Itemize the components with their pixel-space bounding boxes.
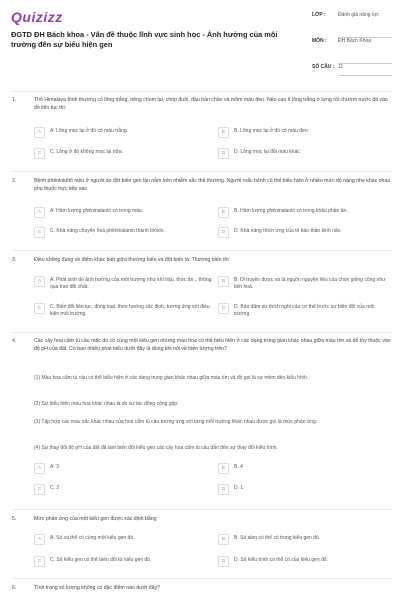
worksheet-meta <box>312 12 392 76</box>
question-number: 6. <box>12 585 17 591</box>
question-text: Bệnh phêninkêtô niệu ở người do đột biến gen lặn nằm trên nhiễm sắc thể thường. Người mắc bệnh có thể biểu hiện ở nhiều mức độ nặng nhẹ khác nhau phụ thuộc trực tiếp vào <box>34 178 391 192</box>
option-text: B. Số alen có thể có trong kiểu gen đó. <box>234 535 321 541</box>
option-text: A. 3 <box>50 464 59 470</box>
option-letter: D <box>218 303 229 314</box>
divider <box>12 250 392 251</box>
meta-count-value: 11 <box>338 64 392 76</box>
question-number: 1. <box>12 97 17 103</box>
option-c[interactable] <box>34 148 212 162</box>
divider <box>12 171 392 172</box>
option-a[interactable] <box>34 463 212 477</box>
question-number: 4. <box>12 338 17 344</box>
option-d[interactable] <box>218 484 392 498</box>
option-c[interactable] <box>34 227 212 241</box>
meta-count-label: SỐ CÂU : <box>312 64 335 70</box>
option-a[interactable] <box>34 534 212 548</box>
option-b[interactable] <box>218 276 392 296</box>
question-text: Các cây hoa cẩm tú cầu mặc dù có cùng một kiểu gen nhưng màu hoa có thể biểu hiện ở các dạng trung gian khác nhau giữa màu tím và đỏ tùy thuộc vào độ pH của đất. Có bao nhiêu phát biểu dưới đây là đúng khi nói về hiện tượng trên? <box>34 338 391 352</box>
meta-subject-label: MÔN : <box>312 38 327 44</box>
statement-2: (2) Sự biểu hiện màu hoa khác nhau là do sự tác động cộng gộp. <box>34 401 179 407</box>
option-text: A. Lông mọc lại ở đó có màu trắng. <box>50 128 129 134</box>
option-text: B. 4 <box>234 464 243 470</box>
option-letter: D <box>218 556 229 567</box>
divider <box>12 578 392 579</box>
option-letter: C <box>34 227 45 238</box>
meta-class-label: LỚP : <box>312 12 326 18</box>
option-text: B. Hàm lượng phêninalanin có trong khẩu phần ăn. <box>234 208 348 214</box>
option-b[interactable] <box>218 127 392 141</box>
option-b[interactable] <box>218 463 392 477</box>
option-text: C. 2 <box>50 485 60 491</box>
option-text: D. 1 <box>234 485 244 491</box>
meta-class-row <box>312 12 392 38</box>
option-text: D. Số kiểu hình có thể có của kiểu gen đó. <box>234 557 328 563</box>
option-letter: B <box>218 463 229 474</box>
option-letter: A <box>34 463 45 474</box>
option-letter: A <box>34 207 45 218</box>
option-letter: B <box>218 127 229 138</box>
option-text: B. Di truyền được và là nguồn nguyên liệu của chọn giống cũng như tiến hoá. <box>234 277 386 290</box>
question-text: Điều không đúng về điểm khác biệt giữa thường biến và đột biến là: Thường biến thì <box>34 257 229 263</box>
meta-count-row <box>312 64 392 76</box>
meta-class-value: Đánh giá năng lực <box>338 12 392 38</box>
option-d[interactable] <box>218 148 392 162</box>
option-text: D. Bảo đảm sự thích nghi của cơ thể trước sự biến đổi của môi trường. <box>234 304 375 317</box>
option-letter: A <box>34 534 45 545</box>
option-text: C. Lông ở đó không mọc lại nữa. <box>50 149 124 155</box>
option-text: D. Lông mọc lại đổi màu khác. <box>234 149 302 155</box>
option-text: C. Khả năng chuyển hoá phêninalanin thành tirôxin. <box>50 228 165 234</box>
question-text: Thỏ Himalaya bình thường có lông trắng, riêng chóm tai, chóp đuôi, đầu bàn chân và mõm màu đen. Nếu cạo ít lông trắng ở lưng rồi chườm nước đá vào đó liên tục thì: <box>34 97 388 111</box>
worksheet-header <box>0 0 400 88</box>
option-a[interactable] <box>34 127 212 141</box>
option-text: A. Phát sinh do ảnh hưởng của môi trường như khí hậu, thức ăn... thông qua trao đổi chất. <box>50 277 212 290</box>
option-a[interactable] <box>34 276 212 296</box>
option-letter: D <box>218 484 229 495</box>
option-d[interactable] <box>218 303 392 323</box>
meta-subject-value: ĐH Bách Khoa <box>338 38 392 64</box>
question-number: 2. <box>12 178 17 184</box>
option-letter: C <box>34 484 45 495</box>
option-letter: C <box>34 148 45 159</box>
option-text: B. Lông mọc lại ở đó có màu đen. <box>234 128 309 134</box>
question-text: Tính trạng số lượng không có đặc điểm nào dưới đây? <box>34 585 160 591</box>
option-a[interactable] <box>34 207 212 221</box>
option-letter: D <box>218 227 229 238</box>
statement-1: (1) Màu hoa cẩm tú cầu có thể biểu hiện ở các dạng trung gian khác nhau giữa màu tím và đỏ gọi là sự mềm dẻo kiểu hình. <box>34 375 309 381</box>
option-letter: D <box>218 148 229 159</box>
question-text: Mức phản ứng của một kiểu gen được xác định bằng <box>34 516 157 522</box>
option-text: C. Biến đổi liên tục, đồng loạt, theo hướng xác định, tương ứng với điều kiện môi trường. <box>50 304 210 317</box>
question-number: 5. <box>12 516 17 522</box>
option-text: C. Số kiểu gen có thể biến đổi từ kiểu gen đó <box>50 557 151 563</box>
option-letter: B <box>218 534 229 545</box>
divider <box>12 91 392 92</box>
quizizz-logo: Quizizz <box>11 9 63 25</box>
option-text: A. Hàm lượng phêninalanin có trong máu. <box>50 208 144 214</box>
statement-3: (3) Tập hợp các màu sắc khác nhau của hoa cẩm tú cầu tương ứng với từng môi trường khác nhau được gọi là mức phản ứng. <box>34 419 318 425</box>
statement-4: (4) Sự thay đổi độ pH của đất đã làm biến đổi kiểu gen các cây hoa cẩm tú cầu dẫn đến sự thay đổi kiểu hình. <box>34 445 278 451</box>
option-d[interactable] <box>218 556 392 570</box>
option-letter: A <box>34 127 45 138</box>
option-c[interactable] <box>34 484 212 498</box>
worksheet-title: ĐGTD ĐH Bách khoa - Vấn đề thuộc lĩnh vực sinh học - Ảnh hưởng của môi trường đến sự biểu hiện gen <box>11 30 278 49</box>
option-letter: A <box>34 276 45 287</box>
divider <box>12 332 392 333</box>
option-text: A. Số cá thể có cùng một kiểu gen đó. <box>50 535 135 541</box>
option-d[interactable] <box>218 227 392 241</box>
option-text: D. Khả năng thích ứng của tế bào thần kinh não. <box>234 228 342 234</box>
option-letter: B <box>218 276 229 287</box>
option-letter: B <box>218 207 229 218</box>
option-b[interactable] <box>218 534 392 548</box>
divider <box>12 509 392 510</box>
option-letter: C <box>34 556 45 567</box>
option-c[interactable] <box>34 556 212 570</box>
question-number: 3. <box>12 257 17 263</box>
option-b[interactable] <box>218 207 392 221</box>
option-letter: C <box>34 303 45 314</box>
meta-subject-row <box>312 38 392 64</box>
option-c[interactable] <box>34 303 212 323</box>
